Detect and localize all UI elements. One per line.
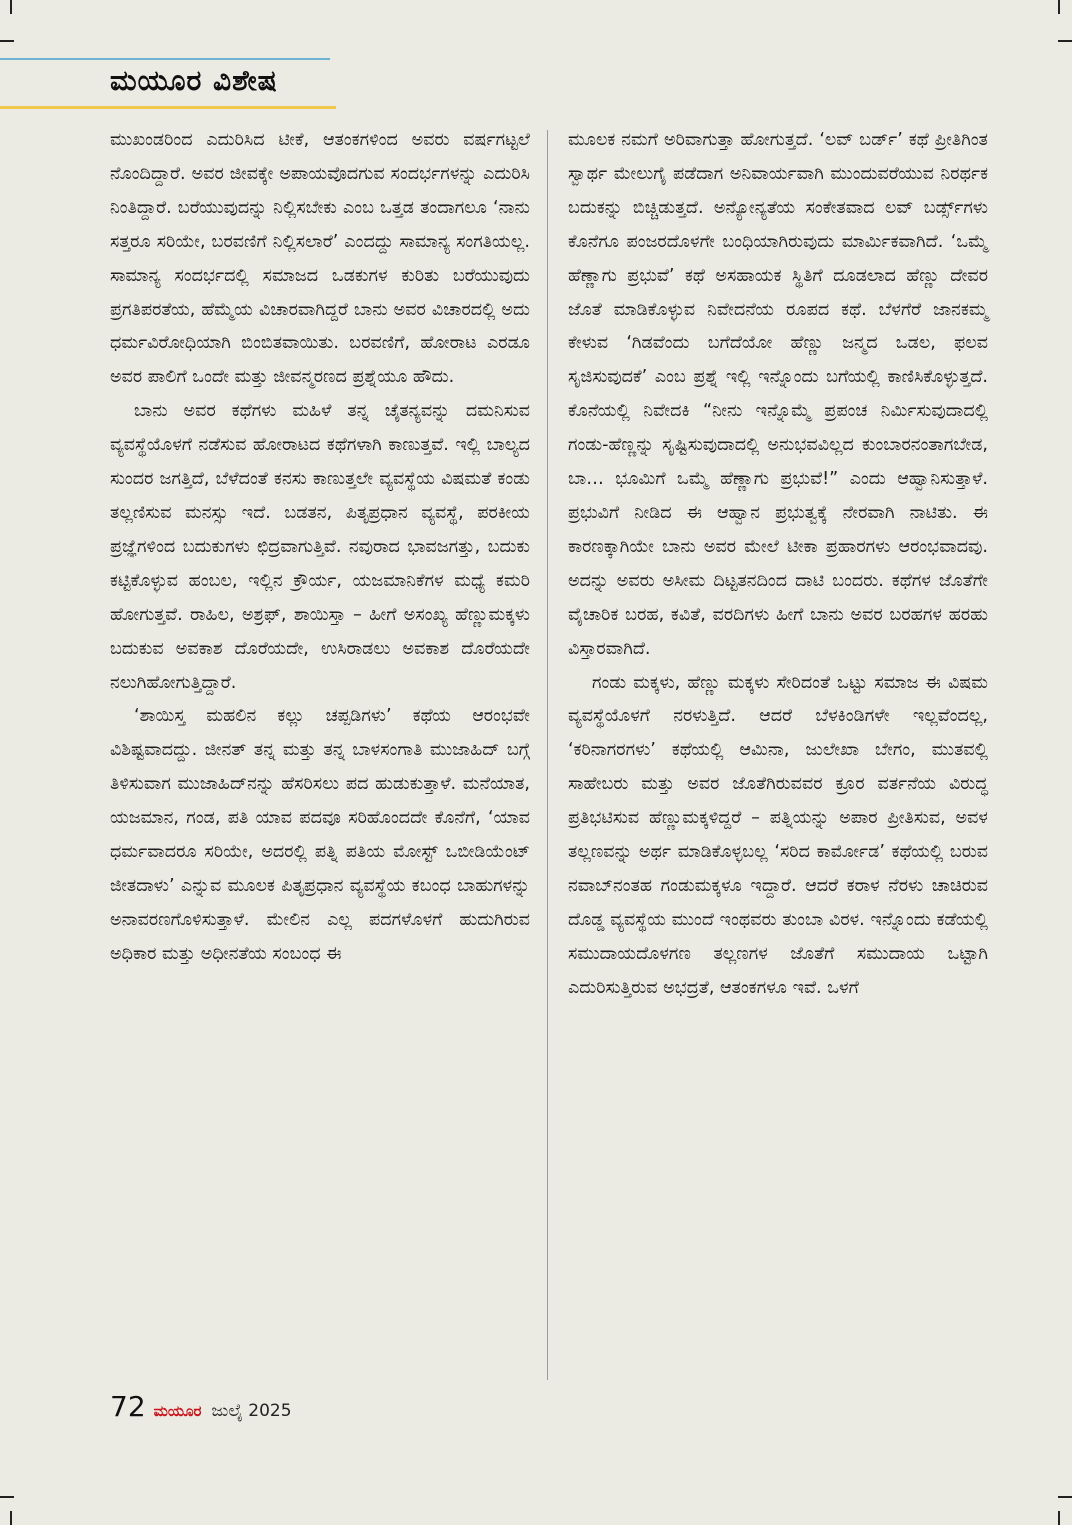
crop-mark-left-lower <box>0 1496 14 1498</box>
magazine-name: ಮಯೂರ <box>153 1402 202 1420</box>
paragraph: ಮುಖಂಡರಿಂದ ಎದುರಿಸಿದ ಟೀಕೆ, ಆತಂಕಗಳಿಂದ ಅವರು ವರ್ಷಗಟ್ಟಲೆ ನೊಂದಿದ್ದಾರೆ. ಅವರ ಜೀವಕ್ಕೇ ಅಪಾಯವೊದಗುವ ಸಂದರ್ಭಗಳನ್ನು ಎದುರಿಸಿ ನಿಂತಿದ್ದಾರೆ. ಬರೆಯುವುದನ್ನು ನಿಲ್ಲಿಸಬೇಕು ಎಂಬ ಒತ್ತಡ ತಂದಾಗಲೂ ‘ನಾನು ಸತ್ತರೂ ಸರಿಯೇ, ಬರವಣಿಗೆ ನಿಲ್ಲಿಸಲಾರೆ’ ಎಂದದ್ದು ಸಾಮಾನ್ಯ ಸಂಗತಿಯಲ್ಲ. ಸಾಮಾನ್ಯ ಸಂದರ್ಭದಲ್ಲಿ ಸಮಾಜದ ಒಡಕುಗಳ ಕುರಿತು ಬರೆಯುವುದು ಪ್ರಗತಿಪರತೆಯ, ಹೆಮ್ಮೆಯ ವಿಚಾರವಾಗಿದ್ದರೆ ಬಾನು ಅವರ ವಿಚಾರದಲ್ಲಿ ಅದು ಧರ್ಮವಿರೋಧಿಯಾಗಿ ಬಿಂಬಿತವಾಯಿತು. ಬರವಣಿಗೆ, ಹೋರಾಟ ಎರಡೂ ಅವರ ಪಾಲಿಗೆ ಒಂದೇ ಮತ್ತು ಜೀವನ್ಮರಣದ ಪ್ರಶ್ನೆಯೂ ಹೌದು. <box>110 130 530 388</box>
crop-mark-top-left <box>10 0 12 14</box>
left-column <box>110 124 530 972</box>
crop-mark-bottom-left <box>10 1511 12 1525</box>
section-title: ಮಯೂರ ವಿಶೇಷ <box>110 64 278 97</box>
paragraph: ಗಂಡು ಮಕ್ಕಳು, ಹೆಣ್ಣು ಮಕ್ಕಳು ಸೇರಿದಂತೆ ಒಟ್ಟು ಸಮಾಜ ಈ ವಿಷಮ ವ್ಯವಸ್ಥೆಯೊಳಗೆ ನರಳುತ್ತಿದೆ. ಆದರೆ ಬೆಳಕಿಂಡಿಗಳೇ ಇಲ್ಲವೆಂದಲ್ಲ, ‘ಕರಿನಾಗರಗಳು’ ಕಥೆಯಲ್ಲಿ ಆಮಿನಾ, ಜುಲೇಖಾ ಬೇಗಂ, ಮುತವಲ್ಲಿ ಸಾಹೇಬರು ಮತ್ತು ಅವರ ಜೊತೆಗಿರುವವರ ಕ್ರೂರ ವರ್ತನೆಯ ವಿರುದ್ಧ ಪ್ರತಿಭಟಿಸುವ ಹೆಣ್ಣುಮಕ್ಕಳಿದ್ದರೆ – ಪತ್ನಿಯನ್ನು ಅಪಾರ ಪ್ರೀತಿಸುವ, ಅವಳ ತಲ್ಲಣವನ್ನು ಅರ್ಥ ಮಾಡಿಕೊಳ್ಳಬಲ್ಲ ‘ಸರಿದ ಕಾರ್ಮೋಡ’ ಕಥೆಯಲ್ಲಿ ಬರುವ ನವಾಬ್‌ನಂತಹ ಗಂಡುಮಕ್ಕಳೂ ಇದ್ದಾರೆ. ಆದರೆ ಕರಾಳ ನೆರಳು ಚಾಚಿರುವ ದೊಡ್ಡ ವ್ಯವಸ್ಥೆಯ ಮುಂದೆ ಇಂಥವರು ತುಂಬಾ ವಿರಳ. ಇನ್ನೊಂದು ಕಡೆಯಲ್ಲಿ ಸಮುದಾಯದೊಳಗಣ ತಲ್ಲಣಗಳ ಜೊತೆಗೆ ಸಮುದಾಯ ಒಟ್ಟಾಗಿ ಎದುರಿಸುತ್ತಿರುವ ಅಭದ್ರತೆ, ಆತಂಕಗಳೂ ಇವೆ. ಒಳಗೆ <box>568 672 988 998</box>
paragraph: ಬಾನು ಅವರ ಕಥೆಗಳು ಮಹಿಳೆ ತನ್ನ ಚೈತನ್ಯವನ್ನು ದಮನಿಸುವ ವ್ಯವಸ್ಥೆಯೊಳಗೆ ನಡೆಸುವ ಹೋರಾಟದ ಕಥೆಗಳಾಗಿ ಕಾಣುತ್ತವೆ. ಇಲ್ಲಿ ಬಾಲ್ಯದ ಸುಂದರ ಜಗತ್ತಿದೆ, ಬೆಳೆದಂತೆ ಕನಸು ಕಾಣುತ್ತಲೇ ವ್ಯವಸ್ಥೆಯ ವಿಷಮತೆ ಕಂಡು ತಲ್ಲಣಿಸುವ ಮನಸ್ಸು ಇದೆ. ಬಡತನ, ಪಿತೃಪ್ರಧಾನ ವ್ಯವಸ್ಥೆ, ಪರಕೀಯ ಪ್ರಜ್ಞೆಗಳಿಂದ ಬದುಕುಗಳು ಛಿದ್ರವಾಗುತ್ತಿವೆ. ನವುರಾದ ಭಾವಜಗತ್ತು, ಬದುಕು ಕಟ್ಟಿಕೊಳ್ಳುವ ಹಂಬಲ, ಇಲ್ಲಿನ ಕ್ರೌರ್ಯ, ಯಜಮಾನಿಕೆಗಳ ಮಧ್ಯೆ ಕಮರಿ ಹೋಗುತ್ತವೆ. ರಾಹಿಲ, ಅಶ್ರಫ್, ಶಾಯಿಸ್ತಾ – ಹೀಗೆ ಅಸಂಖ್ಯ ಹೆಣ್ಣುಮಕ್ಕಳು ಬದುಕುವ ಅವಕಾಶ ದೊರೆಯದೇ, ಉಸಿರಾಡಲು ಅವಕಾಶ ದೊರೆಯದೇ ನಲುಗಿಹೋಗುತ್ತಿದ್ದಾರೆ. <box>110 401 530 693</box>
header-rule-top <box>0 58 330 60</box>
crop-mark-right-upper <box>1058 40 1072 42</box>
column-divider <box>547 130 548 1380</box>
crop-mark-right-lower <box>1058 1496 1072 1498</box>
crop-mark-top-right <box>1058 0 1060 14</box>
paragraph: ಮೂಲಕ ನಮಗೆ ಅರಿವಾಗುತ್ತಾ ಹೋಗುತ್ತದೆ. ‘ಲವ್ ಬರ್ಡ್’ ಕಥೆ ಪ್ರೀತಿಗಿಂತ ಸ್ವಾರ್ಥ ಮೇಲುಗೈ ಪಡೆದಾಗ ಅನಿವಾರ್ಯವಾಗಿ ಮುಂದುವರೆಯುವ ನಿರರ್ಥಕ ಬದುಕನ್ನು ಬಿಚ್ಚಿಡುತ್ತದೆ. ಅನ್ಯೋನ್ಯತೆಯ ಸಂಕೇತವಾದ ಲವ್ ಬರ್ಡ್ಸ್‌ಗಳು ಕೊನೆಗೂ ಪಂಜರದೊಳಗೇ ಬಂಧಿಯಾಗಿರುವುದು ಮಾರ್ಮಿಕವಾಗಿದೆ. ‘ಒಮ್ಮೆ ಹೆಣ್ಣಾಗು ಪ್ರಭುವೆ’ ಕಥೆ ಅಸಹಾಯಕ ಸ್ಥಿತಿಗೆ ದೂಡಲಾದ ಹೆಣ್ಣು ದೇವರ ಜೊತೆ ಮಾಡಿಕೊಳ್ಳುವ ನಿವೇದನೆಯ ರೂಪದ ಕಥೆ. ಬೆಳಗೆರೆ ಜಾನಕಮ್ಮ ಕೇಳುವ ‘ಗಿಡವೆಂದು ಬಗೆದೆಯೋ ಹೆಣ್ಣು ಜನ್ಮದ ಒಡಲ, ಫಲವ ಸೃಜಿಸುವುದಕೆ’ ಎಂಬ ಪ್ರಶ್ನೆ ಇಲ್ಲಿ ಇನ್ನೊಂದು ಬಗೆಯಲ್ಲಿ ಕಾಣಿಸಿಕೊಳ್ಳುತ್ತದೆ. ಕೊನೆಯಲ್ಲಿ ನಿವೇದಕಿ “ನೀನು ಇನ್ನೊಮ್ಮೆ ಪ್ರಪಂಚ ನಿರ್ಮಿಸುವುದಾದಲ್ಲಿ ಗಂಡು-ಹೆಣ್ಣನ್ನು ಸೃಷ್ಟಿಸುವುದಾದಲ್ಲಿ ಅನುಭವವಿಲ್ಲದ ಕುಂಬಾರನಂತಾಗಬೇಡ, ಬಾ… ಭೂಮಿಗೆ ಒಮ್ಮೆ ಹೆಣ್ಣಾಗು ಪ್ರಭುವೆ!” ಎಂದು ಆಹ್ವಾನಿಸುತ್ತಾಳೆ. ಪ್ರಭುವಿಗೆ ನೀಡಿದ ಈ ಆಹ್ವಾನ ಪ್ರಭುತ್ವಕ್ಕೆ ನೇರವಾಗಿ ನಾಟಿತು. ಈ ಕಾರಣಕ್ಕಾಗಿಯೇ ಬಾನು ಅವರ ಮೇಲೆ ಟೀಕಾ ಪ್ರಹಾರಗಳು ಆರಂಭವಾದವು. ಅದನ್ನು ಅವರು ಅಸೀಮ ದಿಟ್ಟತನದಿಂದ ದಾಟಿ ಬಂದರು. ಕಥೆಗಳ ಜೊತೆಗೇ ವೈಚಾರಿಕ ಬರಹ, ಕವಿತೆ, ವರದಿಗಳು ಹೀಗೆ ಬಾನು ಅವರ ಬರಹಗಳ ಹರಹು ವಿಸ್ತಾರವಾಗಿದೆ. <box>568 130 988 659</box>
page-number: 72 <box>110 1390 146 1423</box>
crop-mark-bottom-right <box>1058 1511 1060 1525</box>
page-footer <box>110 1390 292 1430</box>
issue-date: ಜುಲೈ 2025 <box>211 1401 292 1421</box>
section-header <box>0 58 336 110</box>
header-rule-bottom <box>0 106 336 109</box>
paragraph: ‘ಶಾಯಿಸ್ತ ಮಹಲಿನ ಕಲ್ಲು ಚಪ್ಪಡಿಗಳು’ ಕಥೆಯ ಆರಂಭವೇ ವಿಶಿಷ್ಟವಾದದ್ದು. ಜೀನತ್ ತನ್ನ ಮತ್ತು ತನ್ನ ಬಾಳಸಂಗಾತಿ ಮುಜಾಹಿದ್ ಬಗ್ಗೆ ತಿಳಿಸುವಾಗ ಮುಜಾಹಿದ್‌ನನ್ನು ಹೆಸರಿಸಲು ಪದ ಹುಡುಕುತ್ತಾಳೆ. ಮನೆಯಾತ, ಯಜಮಾನ, ಗಂಡ, ಪತಿ ಯಾವ ಪದವೂ ಸರಿಹೊಂದದೇ ಕೊನೆಗೆ, ‘ಯಾವ ಧರ್ಮವಾದರೂ ಸರಿಯೇ, ಅದರಲ್ಲಿ ಪತ್ನಿ ಪತಿಯ ಮೋಸ್ಟ್ ಒಬೀಡಿಯೆಂಟ್ ಜೀತದಾಳು’ ಎನ್ನುವ ಮೂಲಕ ಪಿತೃಪ್ರಧಾನ ವ್ಯವಸ್ಥೆಯ ಕಬಂಧ ಬಾಹುಗಳನ್ನು ಅನಾವರಣಗೊಳಿಸುತ್ತಾಳೆ. ಮೇಲಿನ ಎಲ್ಲ ಪದಗಳೊಳಗೆ ಹುದುಗಿರುವ ಅಧಿಕಾರ ಮತ್ತು ಅಧೀನತೆಯ ಸಂಬಂಧ ಈ <box>110 706 530 964</box>
crop-mark-left-upper <box>0 40 14 42</box>
right-column <box>568 124 988 1006</box>
